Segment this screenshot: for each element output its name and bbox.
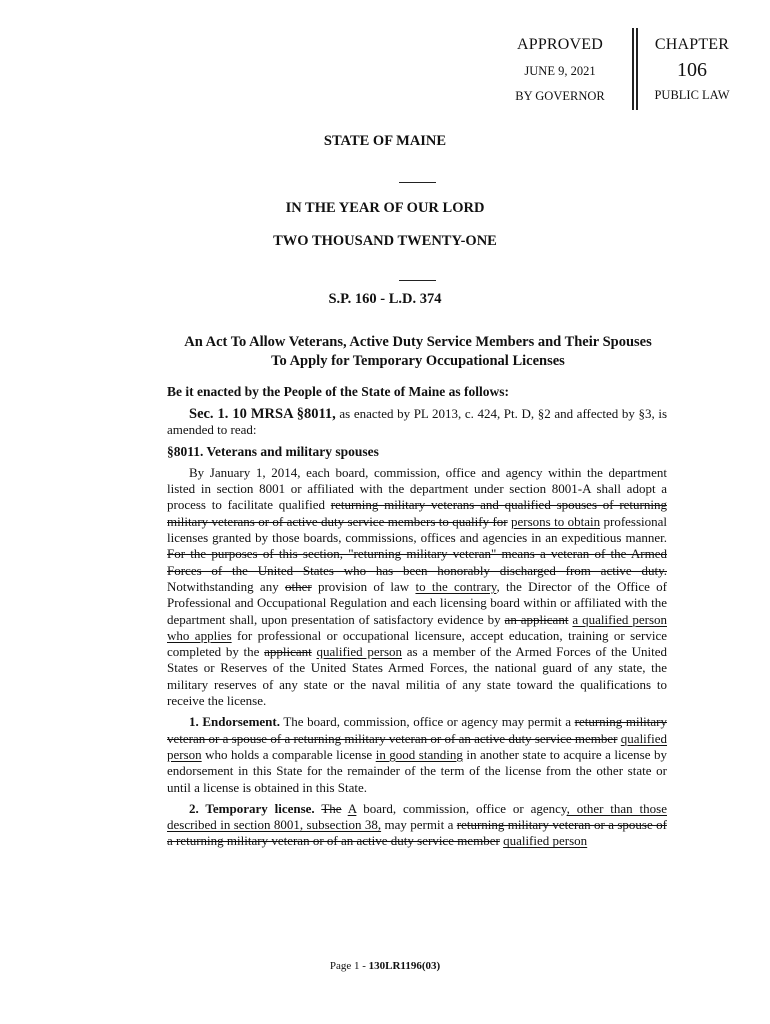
text-run: who holds a comparable license: [201, 746, 376, 762]
header-divider-2: [636, 28, 638, 110]
header-divider-1: [632, 28, 634, 110]
struck-text: returning military veteran or a spouse of a returning military veteran or of an active duty service member: [167, 714, 668, 746]
page-number: Page 1 -: [329, 960, 369, 972]
subsection-1-label: 1. Endorsement.: [189, 714, 280, 730]
struck-text: an applicant: [504, 611, 569, 627]
inserted-text: , other than those described in section 8001, subsection 38,: [167, 800, 667, 833]
subsection-2: [167, 801, 667, 850]
divider-rule-1: [399, 182, 436, 183]
text-run: Notwithstanding any: [167, 578, 285, 594]
inserted-text: a qualified person who applies: [167, 611, 667, 643]
inserted-text: qualified person: [503, 833, 588, 849]
approval-date: JUNE 9, 2021: [524, 64, 596, 78]
chapter-label: CHAPTER: [654, 36, 730, 53]
divider-rule-2: [399, 280, 436, 281]
text-run: as a member of the Armed Forces of the United States or Reserves of the United States Armed Forces, the national guard of any state, the military reserves of any state or the naval militia of any state toward the qualifications to receive the license.: [167, 644, 667, 709]
inserted-text: in good standing: [375, 746, 463, 762]
text-run: The board, commission, office or agency may permit a: [279, 714, 575, 730]
approval-block: [490, 28, 630, 104]
text-run: in another state to acquire a license by endorsement in this State for the remainder of the term of the license from the other state or until a license is obtained in this State.: [167, 746, 667, 795]
struck-text: other: [284, 578, 312, 594]
page-footer: [0, 960, 770, 972]
text-run: may permit a: [381, 817, 457, 833]
by-governor-label: BY GOVERNOR: [515, 89, 605, 103]
chapter-number: 106: [677, 59, 707, 81]
section-1-text: as enacted by PL 2013, c. 424, Pt. D, §2 and affected by §3, is amended to read:: [167, 406, 668, 438]
text-run: for professional or occupational licensure, accept education, training or service completed by the: [167, 627, 667, 660]
bill-number: S.P. 160 - L.D. 374: [328, 291, 442, 307]
public-law-label: PUBLIC LAW: [654, 88, 730, 102]
state-heading: STATE OF MAINE: [323, 133, 447, 149]
paragraph-1: [167, 465, 667, 709]
inserted-text: to the contrary: [415, 578, 497, 594]
act-title: [160, 333, 676, 371]
struck-text: returning military veteran or a spouse of a returning military veteran or of an active duty service member: [167, 817, 667, 849]
approved-label: APPROVED: [516, 36, 604, 53]
enacting-clause: Be it enacted by the People of the State of Maine as follows:: [167, 384, 509, 399]
section-1-label: Sec. 1. 10 MRSA §8011,: [189, 406, 336, 422]
text-run: , the Director of the Office of Professional and Occupational Regulation and each licensing board within or affiliated with the department shall, upon presentation of satisfactory evidence by: [167, 578, 668, 627]
inserted-text: persons to obtain: [511, 513, 601, 529]
subsection-1: [167, 714, 667, 795]
act-title-line-1: An Act To Allow Veterans, Active Duty Service Members and Their Spouses: [184, 334, 652, 350]
act-title-line-2: To Apply for Temporary Occupational Licenses: [271, 353, 565, 369]
struck-text: The: [321, 800, 342, 816]
document-code: 130LR1196(03): [368, 960, 441, 972]
year-line-1: IN THE YEAR OF OUR LORD: [285, 200, 485, 216]
chapter-block: [642, 28, 742, 103]
inserted-text: qualified person: [316, 644, 403, 660]
struck-text: applicant: [264, 644, 312, 660]
inserted-text: A: [347, 800, 357, 816]
text-run: board, commission, office or agency: [356, 800, 567, 816]
text-run: By January 1, 2014, each board, commission, office and agency within the department listed in section 8001 or affiliated with the department under section 8001-A shall adopt a process to facilitate qualified: [167, 464, 667, 513]
subsection-2-label: 2. Temporary license.: [189, 800, 315, 816]
struck-text: returning military veterans and qualified spouses of returning military veterans or of active duty service members to qualify for: [167, 497, 667, 529]
year-line-2: TWO THOUSAND TWENTY-ONE: [273, 233, 497, 249]
struck-text: For the purposes of this section, "returning military veteran" means a veteran of the Armed Forces of the United States who has been honorably discharged from active duty.: [167, 546, 667, 578]
inserted-text: qualified person: [167, 730, 668, 762]
approval-header: [490, 28, 740, 112]
section-heading: §8011. Veterans and military spouses: [167, 443, 379, 459]
section-1-amendment: [167, 406, 667, 855]
text-run: professional licenses granted by those boards, commissions, offices and agencies in an expeditious manner.: [167, 513, 668, 546]
text-run: provision of law: [311, 578, 416, 594]
